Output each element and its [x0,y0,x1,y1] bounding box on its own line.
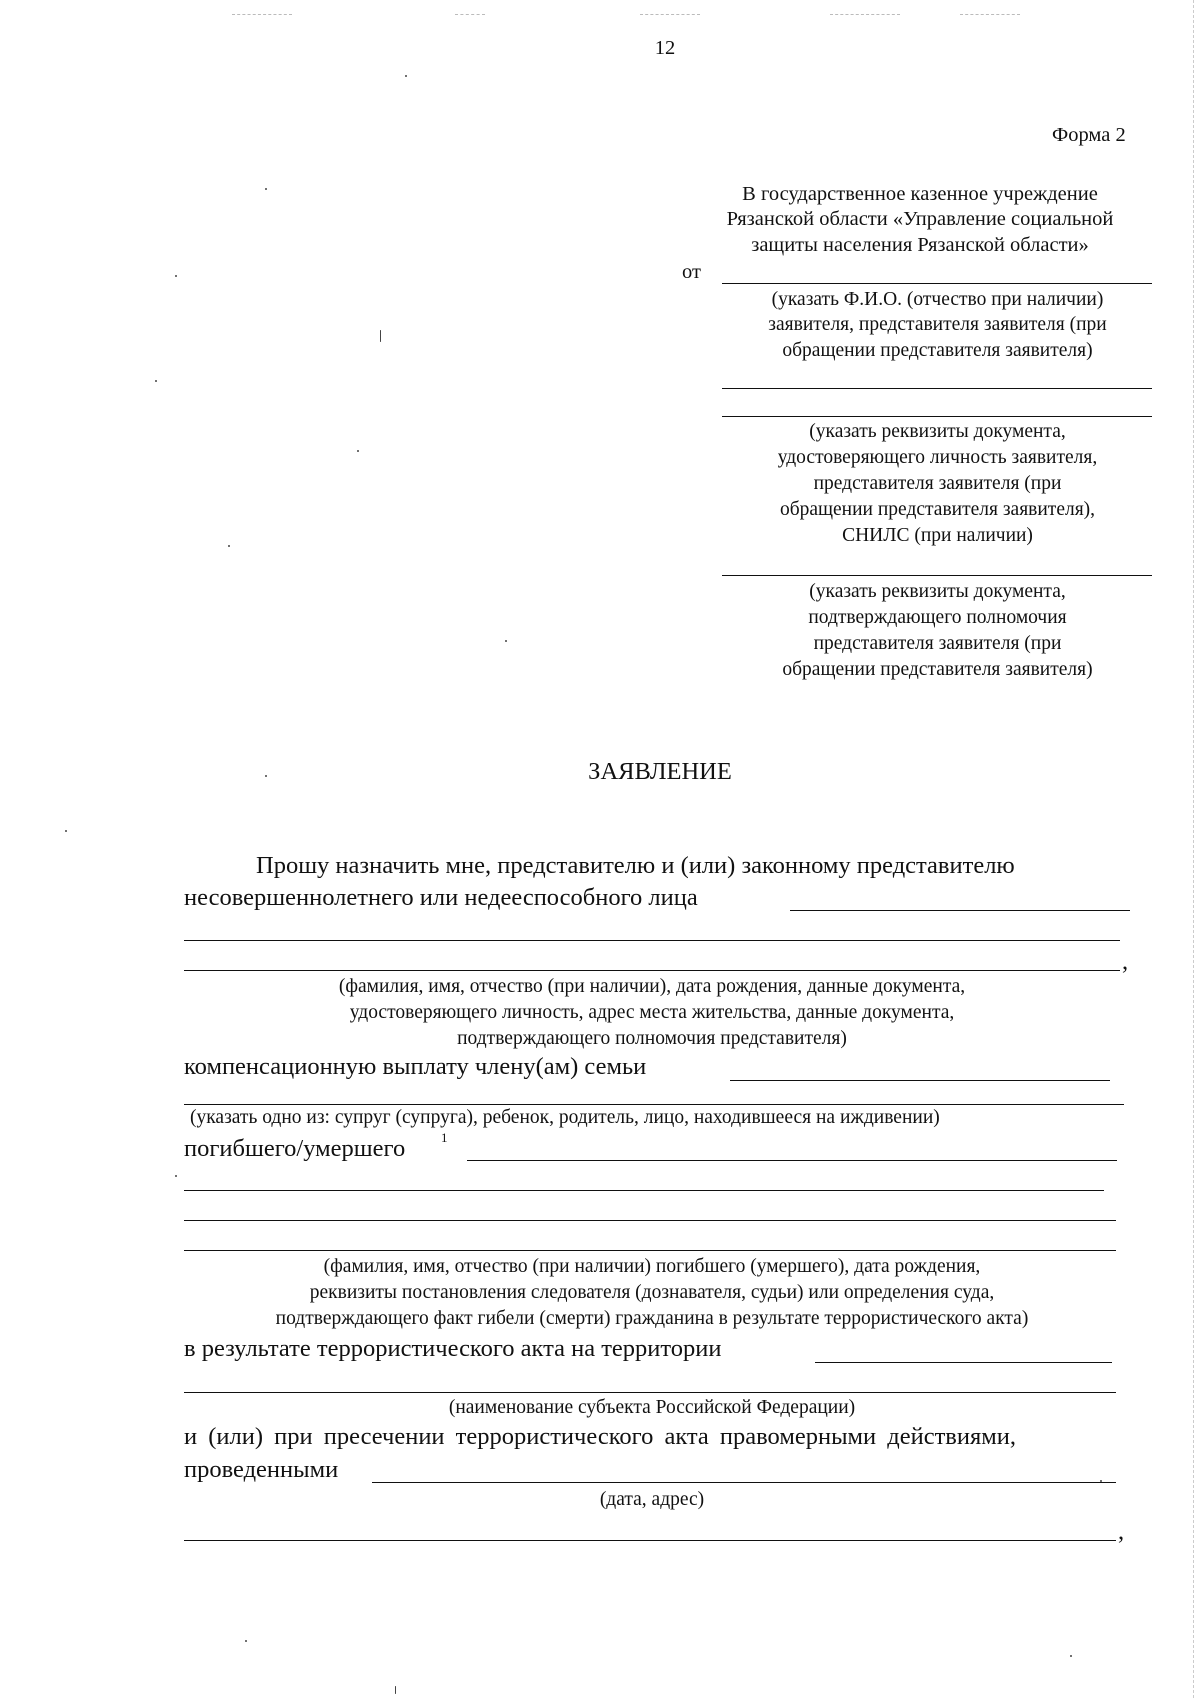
hint-id-doc-line-3: представителя заявителя (при [813,473,1062,494]
relation-blank-line-2 [184,1104,1124,1105]
scan-speck [228,545,230,547]
scan-speck [395,1686,396,1694]
hint-id-doc-line-2: удостоверяющего личность заявителя, [777,447,1098,468]
person-blank-line-1 [790,910,1130,911]
scan-right-edge [1193,0,1194,1698]
hint-id-doc-line-5: СНИЛС (при наличии) [842,525,1033,546]
deceased-blank-line-1 [467,1160,1117,1161]
deceased-blank-line-3 [184,1220,1116,1221]
fio-blank-line [722,283,1152,284]
id-doc-blank-line-2 [722,416,1152,417]
scan-speck [265,188,267,190]
hint-person-line-2: удостоверяющего личность, адрес места жительства, данные документа, [349,1002,955,1023]
scan-edge-mark [455,14,485,15]
scan-speck [357,450,359,452]
hint-fio-line-1: (указать Ф.И.О. (отчество при наличии) [771,289,1104,310]
scan-speck [65,830,67,832]
territory-text: в результате террористического акта на территории [184,1335,722,1362]
hint-authority-line-3: представителя заявителя (при [813,633,1062,654]
relation-blank-line-1 [730,1080,1110,1081]
scan-speck [405,75,407,77]
person-blank-line-3 [184,970,1120,971]
scan-speck [155,380,157,382]
from-label: от [682,261,701,283]
hint-fio-line-2: заявителя, представителя заявителя (при [768,314,1107,335]
territory-blank-line-2 [184,1392,1116,1393]
deceased-blank-line-2 [184,1190,1104,1191]
scan-speck [175,275,177,277]
scan-speck [265,775,267,777]
hint-deceased-line-3: подтверждающего факт гибели (смерти) гражданина в результате террористического акта) [275,1308,1029,1329]
conducted-text: проведенными [184,1456,339,1483]
date-address-blank-line [184,1540,1116,1541]
scan-speck [175,1175,177,1177]
para1-line-2: несовершеннолетнего или недееспособного лица [184,884,698,911]
footnote-mark: 1 [441,1130,448,1145]
hint-deceased-line-1: (фамилия, имя, отчество (при наличии) погибшего (умершего), дата рождения, [323,1256,981,1277]
hint-authority-line-2: подтверждающего полномочия [808,607,1067,628]
scan-speck [380,330,381,342]
deceased-blank-line-4 [184,1250,1116,1251]
addressee-line-1: В государственное казенное учреждение [742,183,1098,205]
scan-speck [1070,1655,1072,1657]
addressee-line-3: защиты населения Рязанской области» [751,234,1089,256]
deceased-text: погибшего/умершего [184,1135,406,1162]
territory-blank-line-1 [815,1362,1112,1363]
person-blank-line-2 [184,940,1120,941]
hint-authority-line-4: обращении представителя заявителя) [782,659,1093,680]
hint-deceased-line-2: реквизиты постановления следователя (дознавателя, судьи) или определения суда, [309,1282,995,1303]
hint-relation: (указать одно из: супруг (супруга), ребенок, родитель, лицо, находившееся на иждивении) [190,1107,940,1128]
hint-person-line-1: (фамилия, имя, отчество (при наличии), дата рождения, данные документа, [338,976,966,997]
authority-blank-line [722,575,1152,576]
comma-2: , [1118,1518,1125,1545]
id-doc-blank-line-1 [722,388,1152,389]
hint-subject: (наименование субъекта Российской Федерации) [448,1397,856,1418]
scan-edge-mark [640,14,700,15]
scan-edge-mark [960,14,1020,15]
compensation-text: компенсационную выплату члену(ам) семьи [184,1053,647,1080]
document-title: ЗАЯВЛЕНИЕ [588,758,732,785]
hint-person-line-3: подтверждающего полномочия представителя) [457,1028,847,1049]
comma-1: , [1122,948,1129,975]
scan-speck [245,1640,247,1642]
hint-fio-line-3: обращении представителя заявителя) [782,340,1093,361]
conducted-blank-line [372,1482,1116,1483]
para1-line-1: Прошу назначить мне, представителю и (или) законному представителю [256,852,1015,879]
form-label: Форма 2 [1052,124,1126,146]
scan-speck [505,640,507,642]
scan-edge-mark [830,14,900,15]
hint-id-doc-line-4: обращении представителя заявителя), [779,499,1096,520]
hint-date-address: (дата, адрес) [599,1489,705,1510]
addressee-line-2: Рязанской области «Управление социальной [726,208,1114,230]
scan-edge-mark [232,14,292,15]
suppression-text: и (или) при пресечении террористического акта правомерными действиями, [184,1423,1016,1450]
hint-id-doc-line-1: (указать реквизиты документа, [809,421,1066,442]
page-number: 12 [654,37,676,59]
hint-authority-line-1: (указать реквизиты документа, [809,581,1066,602]
